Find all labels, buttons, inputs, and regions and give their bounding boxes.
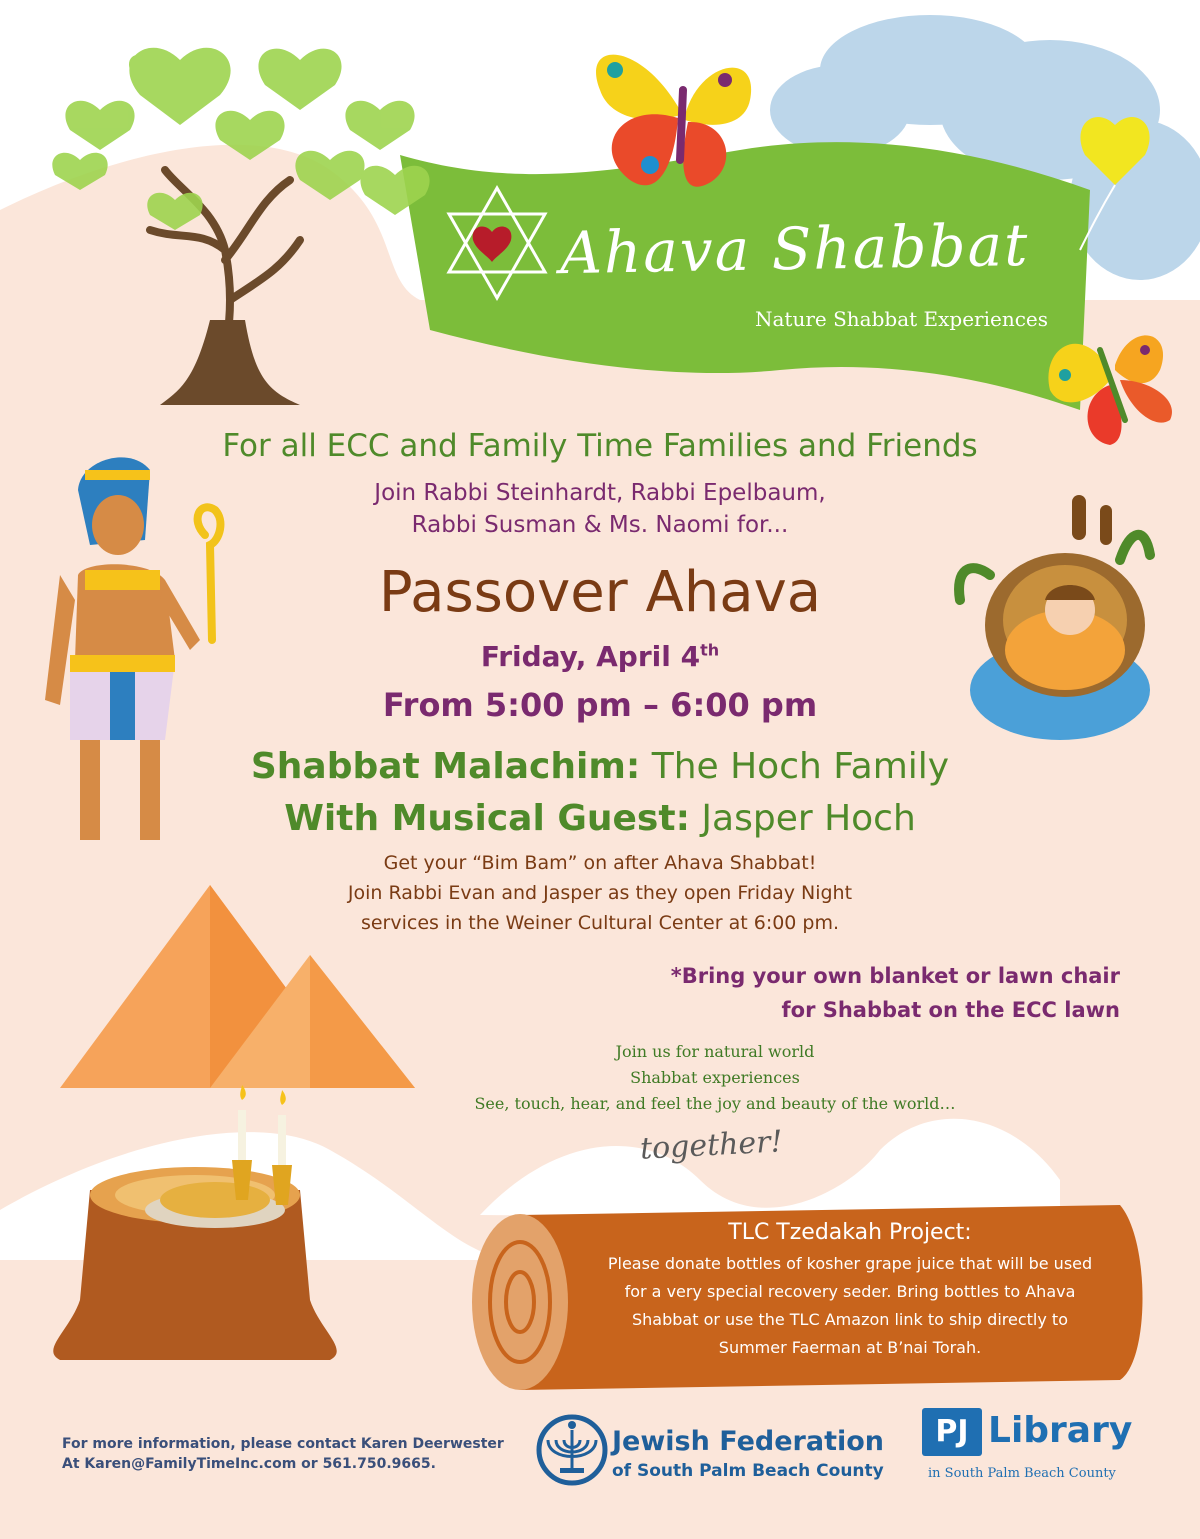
- bim-bam-line: Join Rabbi Evan and Jasper as they open Friday Night: [347, 882, 853, 904]
- tlc-title: TLC Tzedakah Project:: [728, 1220, 972, 1245]
- jewish-federation-logo-text: Jewish Federation: [612, 1426, 885, 1457]
- bim-bam-line: services in the Weiner Cultural Center at 6:00 pm.: [360, 912, 840, 934]
- nature-text-line: Join us for natural world: [615, 1042, 815, 1061]
- bim-bam-line: Get your “Bim Bam” on after Ahava Shabbat!: [383, 852, 817, 874]
- malachim-value: The Hoch Family: [640, 746, 950, 787]
- event-date-suffix: th: [700, 640, 720, 660]
- bring-blanket-line: for Shabbat on the ECC lawn: [781, 998, 1120, 1022]
- tlc-text-line: Shabbat or use the TLC Amazon link to ship directly to: [632, 1310, 1068, 1329]
- jewish-federation-logo-subtext: of South Palm Beach County: [612, 1461, 884, 1481]
- tlc-text-line: Please donate bottles of kosher grape juice that will be used: [607, 1254, 1093, 1273]
- together-script: together!: [639, 1124, 784, 1167]
- event-date: [0, 640, 1200, 673]
- pj-library-badge: PJ: [922, 1408, 982, 1456]
- event-title: Passover Ahava: [378, 560, 822, 625]
- join-line-1: Join Rabbi Steinhardt, Rabbi Epelbaum,: [374, 480, 826, 506]
- bring-blanket-line: *Bring your own blanket or lawn chair: [670, 964, 1120, 988]
- pj-library-subtitle: in South Palm Beach County: [928, 1466, 1116, 1481]
- join-line-2: Rabbi Susman & Ms. Naomi for...: [411, 512, 789, 538]
- pj-library-logo-text: Library: [988, 1410, 1133, 1451]
- tlc-text-line: for a very special recovery seder. Bring bottles to Ahava: [624, 1282, 1076, 1301]
- banner-subtitle: Nature Shabbat Experiences: [755, 307, 1049, 331]
- malachim-line: [0, 746, 1200, 787]
- event-date-text: Friday, April 4: [480, 640, 701, 673]
- audience-line: For all ECC and Family Time Families and Friends: [222, 428, 978, 464]
- musical-guest-label: With Musical Guest:: [284, 798, 690, 839]
- nature-text-line: See, touch, hear, and feel the joy and beauty of the world…: [474, 1094, 956, 1113]
- nature-text-line: Shabbat experiences: [630, 1068, 800, 1087]
- musical-guest-line: [0, 798, 1200, 839]
- event-time: From 5:00 pm – 6:00 pm: [382, 686, 818, 724]
- tlc-text-line: Summer Faerman at B’nai Torah.: [718, 1338, 982, 1357]
- musical-guest-value: Jasper Hoch: [689, 798, 916, 839]
- contact-line: For more information, please contact Karen Deerwester: [62, 1436, 504, 1452]
- banner-title: Ahava Shabbat: [559, 210, 1030, 288]
- malachim-label: Shabbat Malachim:: [250, 746, 641, 787]
- contact-line: At Karen@FamilyTimeInc.com or 561.750.9665.: [62, 1456, 436, 1472]
